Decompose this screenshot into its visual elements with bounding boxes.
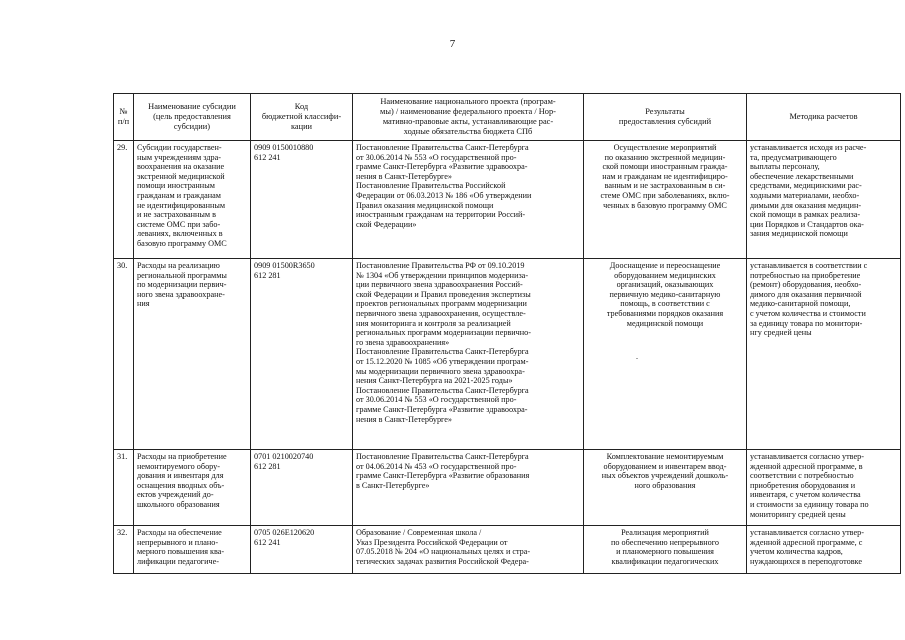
row-name: Расходы на обеспечение непрерывного и плано- мерного повышения ква- лификации педагогиче- [134,526,251,574]
header-code: Код бюджетной классифи- кации [251,94,353,141]
row-method: устанавливается согласно утвер- жденной адресной программе, с учетом количества кадров, нуждающихся в переподготовке [747,526,901,574]
row-num: 31. [114,450,134,526]
row-method: устанавливается в соответствии с потребностью на приобретение (ремонт) оборудования, необхо- димого для оказания первичной медико-санитарной помощи, с учетом количества и стоимости за единицу товара по монитори- нгу средней цены [747,259,901,450]
row-num: 29. [114,141,134,259]
row-num: 32. [114,526,134,574]
subsidies-table [113,93,901,574]
table-row [114,526,901,574]
row-name: Субсидии государствен- ным учреждениям здра- воохранения на оказание экстренной медицинской помощи иностранным гражданам и гражданам не идентифицированным и не застрахованным в системе ОМС при забо- леваниях, включенных в базовую программу ОМС [134,141,251,259]
row-method: устанавливается согласно утвер- жденной адресной программе, в соответствии с потребностью приобретения оборудования и инвентаря, с учетом количества и стоимости за единицу товара по мониторингу средней цены [747,450,901,526]
header-results: Результаты предоставления субсидий [584,94,747,141]
header-acts: Наименование национального проекта (програм- мы) / наименование федерального проекта / Нор- мативно-правовые акты, устанавливающие рас- ходные обязательства бюджета СПб [353,94,584,141]
row-acts: Постановление Правительства РФ от 09.10.2019 № 1304 «Об утверждении принципов модерниза- ции первичного звена здравоохранения Россий- ской Федерации и Правил проведения экспертизы проектов региональных программ модернизации первичного звена здравоохранения, осуществле- ния мониторинга и контроля за реализацией региональных программ модернизации первично- го звена здравоохранения» Постановление Правительства Санкт-Петербурга от 15.12.2020 № 1085 «Об утверждении програм- мы модернизации первичного звена здравоохра- нения Санкт-Петербурга на 2021-2025 годы» Постановление Правительства Санкт-Петербурга от 30.06.2014 № 553 «О государственной про- грамме Санкт-Петербурга «Развитие здравоохра- нения в Санкт-Петербурге» [353,259,584,450]
row-num: 30. [114,259,134,450]
table-row [114,450,901,526]
header-method: Методика расчетов [747,94,901,141]
row-code: 0909 01500R3650 612 281 [251,259,353,450]
row-results: Дооснащение и переоснащение оборудованием медицинских организаций, оказывающих первичную медико-санитарную помощь, в соответствии с требованиями порядков оказания медицинской помощи [584,259,747,450]
stray-mark: . [636,352,638,361]
row-results: Осуществление мероприятий по оказанию экстренной медицин- ской помощи иностранным гражда- нам и гражданам не идентифициро- ванным и не застрахованным в си- стеме ОМС при заболеваниях, вклю- ченных в базовую программу ОМС [584,141,747,259]
row-results: Реализация мероприятий по обеспечению непрерывного и планомерного повышения квалификации педагогических [584,526,747,574]
row-name: Расходы на реализацию региональной программы по модернизации первич- ного звена здравоохране- ния [134,259,251,450]
header-num: № п/п [114,94,134,141]
row-acts: Постановление Правительства Санкт-Петербурга от 04.06.2014 № 453 «О государственной про- грамме Санкт-Петербурга «Развитие образования в Санкт-Петербурге» [353,450,584,526]
page-number: 7 [449,38,456,50]
table-row [114,141,901,259]
row-acts: Образование / Современная школа / Указ Президента Российской Федерации от 07.05.2018 № 204 «О национальных целях и стра- тегических задачах развития Российской Федера- [353,526,584,574]
row-code: 0705 026E120620 612 241 [251,526,353,574]
header-row [114,94,901,141]
row-code: 0909 0150010880 612 241 [251,141,353,259]
row-method: устанавливается исходя из расче- та, предусматривающего выплаты персоналу, обеспечение лекарственными средствами, медицинскими рас- ходными материалами, необхо- димыми для оказания медицин- ской помощи в рамках реализа- ции Порядков и Стандартов ока- зания медицинской помощи [747,141,901,259]
row-acts: Постановление Правительства Санкт-Петербурга от 30.06.2014 № 553 «О государственной про- грамме Санкт-Петербурга «Развитие здравоохра- нения в Санкт-Петербурге» Постановление Правительства Российской Федерации от 06.03.2013 № 186 «Об утверждении Правил оказания медицинской помощи иностранным гражданам на территории Россий- ской Федерации» [353,141,584,259]
header-name: Наименование субсидии (цель предоставления субсидии) [134,94,251,141]
table-row [114,259,901,450]
row-name: Расходы на приобретение немонтируемого обору- дования и инвентаря для оснащения вводных объ- ектов учреждений до- школьного образования [134,450,251,526]
row-code: 0701 0210020740 612 281 [251,450,353,526]
row-results: Комплектование немонтируемым оборудованием и инвентарем ввод- ных объектов учреждений дошколь- ного образования [584,450,747,526]
